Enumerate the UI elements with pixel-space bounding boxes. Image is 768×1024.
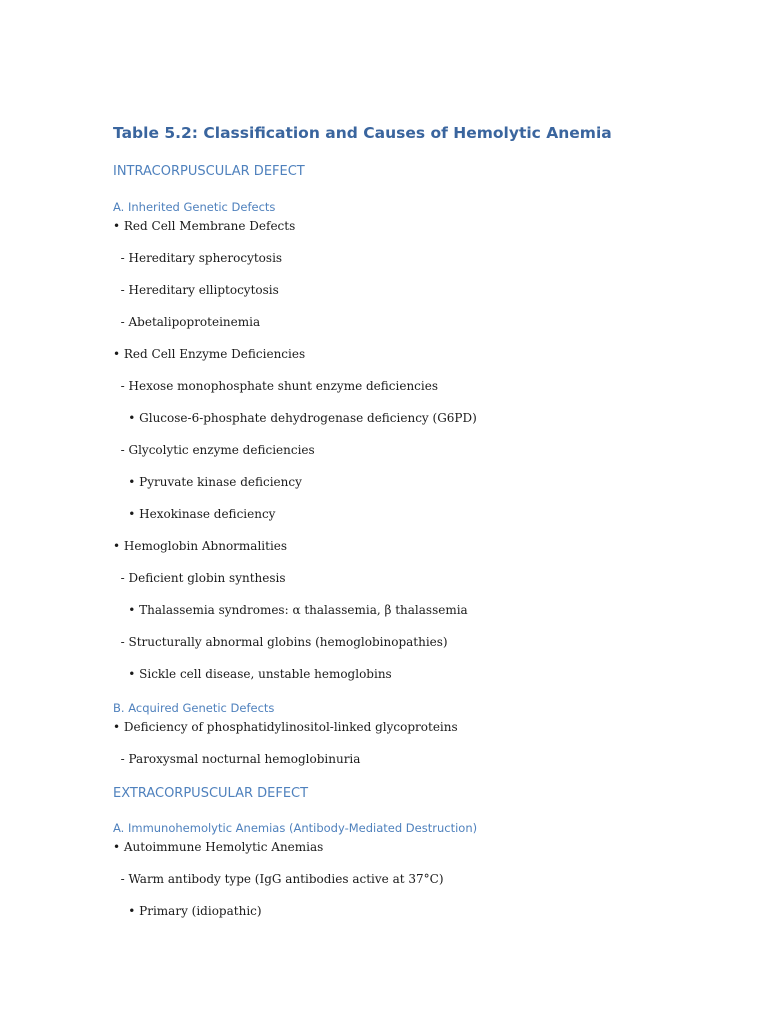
list-item: - Structurally abnormal globins (hemoglobinopathies) <box>113 635 448 649</box>
list-item: - Warm antibody type (IgG antibodies active at 37°C) <box>113 872 444 886</box>
list-item: • Primary (idiopathic) <box>113 904 262 918</box>
section-heading-intracorpuscular: INTRACORPUSCULAR DEFECT <box>113 164 305 179</box>
list-item: • Hemoglobin Abnormalities <box>113 539 288 553</box>
list-item: - Abetalipoproteinemia <box>113 315 261 329</box>
list-item: • Red Cell Membrane Defects <box>113 219 296 233</box>
list-item: • Deficiency of phosphatidylinositol-linked glycoproteins <box>113 720 458 734</box>
list-item: • Glucose-6-phosphate dehydrogenase deficiency (G6PD) <box>113 411 477 425</box>
subsection-heading-acquired: B. Acquired Genetic Defects <box>113 701 275 715</box>
list-item: - Glycolytic enzyme deficiencies <box>113 443 315 457</box>
list-item: - Hexose monophosphate shunt enzyme deficiencies <box>113 379 438 393</box>
page-title: Table 5.2: Classification and Causes of Hemolytic Anemia <box>113 124 612 142</box>
section-heading-extracorpuscular: EXTRACORPUSCULAR DEFECT <box>113 786 309 801</box>
list-item: • Autoimmune Hemolytic Anemias <box>113 840 324 854</box>
subsection-heading-immunohemolytic: A. Immunohemolytic Anemias (Antibody-Mediated Destruction) <box>113 821 478 835</box>
list-item: - Paroxysmal nocturnal hemoglobinuria <box>113 752 361 766</box>
list-item: • Thalassemia syndromes: α thalassemia, β thalassemia <box>113 603 468 617</box>
list-item: - Hereditary elliptocytosis <box>113 283 279 297</box>
list-item: • Red Cell Enzyme Deficiencies <box>113 347 306 361</box>
list-item: - Deficient globin synthesis <box>113 571 286 585</box>
list-item: • Pyruvate kinase deficiency <box>113 475 302 489</box>
list-item: - Hereditary spherocytosis <box>113 251 283 265</box>
list-item: • Hexokinase deficiency <box>113 507 276 521</box>
list-item: • Sickle cell disease, unstable hemoglobins <box>113 667 392 681</box>
subsection-heading-inherited: A. Inherited Genetic Defects <box>113 200 276 214</box>
